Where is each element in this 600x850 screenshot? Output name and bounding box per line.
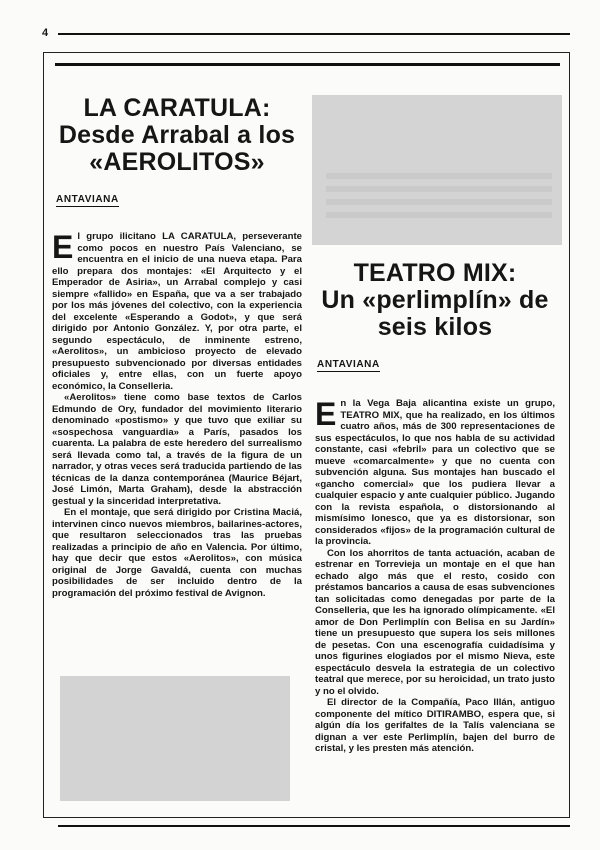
paragraph: El director de la Compañía, Paco Illán, antiguo componente del mítico DITIRAMBO, espera que, si algún día los gerifaltes de la Talís valenciana se dignan a ver este Perlimplín, bajen del burro de cristal, y les presten más atención. [315, 697, 555, 754]
title-line: seis kilos [377, 313, 493, 341]
article-body [52, 231, 302, 599]
article-body [315, 398, 555, 755]
title-line: «AEROLITOS» [89, 148, 265, 176]
paragraph: Con los ahorritos de tanta actuación, acaban de estrenar en Torrevieja un montaje en el que han echado algo más que el resto, cosido con préstamos bancarios a causa de esas subvenciones tan solicitadas como denegadas por parte de la Conselleria, que les ha ignorado olímpicamente. «El amor de Don Perlimplín con Belisa en su Jardín» tiene un presupuesto que supera los seis millones de pesetas. Con una escenografía cuidadísima y unos figurines elogiados por el mismo Nieva, este espectáculo desvela la estrategia de un colectivo teatral que merece, por su heroicidad, un trato justo y no el olvido. [315, 547, 555, 697]
paragraph [315, 398, 555, 548]
byline: ANTAVIANA [56, 194, 119, 205]
photo-placeholder-right [312, 95, 562, 245]
photo-placeholder-left [60, 676, 290, 801]
paragraph-text: l grupo ilicitano LA CARATULA, perseverante como pocos en nuestro País Valenciano, se encuentra en el inicio de una nueva etapa. Para ello prepara dos montajes: «El Arquitecto y el Emperador de Asiria», un Arrabal complejo y casi siempre «fallido» en España, que va a ser trabajado por los más jóvenes del colectivo, con la experiencia del excelente «Esperando a Godot», y que será dirigido por Antonio González. Y, por otra parte, el segundo espectáculo, de inminente estreno, «Aerolitos», un ambicioso proyecto de elevado presupuesto subvencionado por diversas entidades oficiales y, entre ellas, con un fuerte apoyo económico, la Conselleria. [52, 231, 302, 392]
paragraph: En el montaje, que será dirigido por Cristina Maciá, intervinen cinco nuevos miembros, bailarines-actores, que resultaron seleccionados tras las pruebas realizadas a principio de año en Valencia. Por último, hay que decir que estos «Aerolitos», con música original de Jorge Gavaldá, cuenta con muchas posibilidades de ser incluido dentro de la programación del próximo festival de Avignon. [52, 507, 302, 599]
article-right [315, 260, 555, 755]
title-line: LA CARATULA: [83, 94, 271, 122]
byline: ANTAVIANA [317, 359, 380, 370]
paragraph [52, 231, 302, 392]
title-line: Un «perlimplín» de [321, 286, 549, 314]
article-title [315, 260, 555, 341]
header-rule [58, 33, 570, 35]
frame-top-bar [55, 63, 560, 66]
ghost-lines [326, 173, 552, 225]
paragraph: «Aerolitos» tiene como base textos de Carlos Edmundo de Ory, fundador del movimiento literario denominado «postismo» y que tuvo que exiliar su «sospechosa vanguardia» a París, pasados los cuarenta. La palabra de este heredero del surrealismo será llevada como tal, a través de la figura de un narrador, y otras veces será traducida partiendo de las técnicas de la danza contemporánea (Maurice Béjart, José Limón, Marta Graham), desde la abstracción gestual y la sinceridad interpretativa. [52, 392, 302, 507]
footer-rule [58, 825, 570, 827]
paragraph-text: n la Vega Baja alicantina existe un grupo, TEATRO MIX, que ha realizado, en los últimos cuatro años, más de 300 representaciones de sus espectáculos, lo que nos habla de su actividad constante, casi «febril» para un colectivo que se mueve «comarcalmente» y que no cuenta con subvención alguna. Sus montajes han buscado el «gancho comercial» que los pudiera llevar a cualquier espacio y ante cualquier público. Jugando con la revista española, o distorsionando al mismísimo Ionesco, que ya es distorsionar, son considerados «fijos» de la programación cultural de la provincia. [315, 398, 555, 547]
drop-cap: E [52, 229, 74, 265]
page-number: 4 [42, 27, 49, 39]
article-left [52, 95, 302, 599]
title-line: Desde Arrabal a los [58, 121, 296, 149]
drop-cap: E [315, 396, 337, 432]
article-title [52, 95, 302, 176]
title-line: TEATRO MIX: [353, 259, 517, 287]
